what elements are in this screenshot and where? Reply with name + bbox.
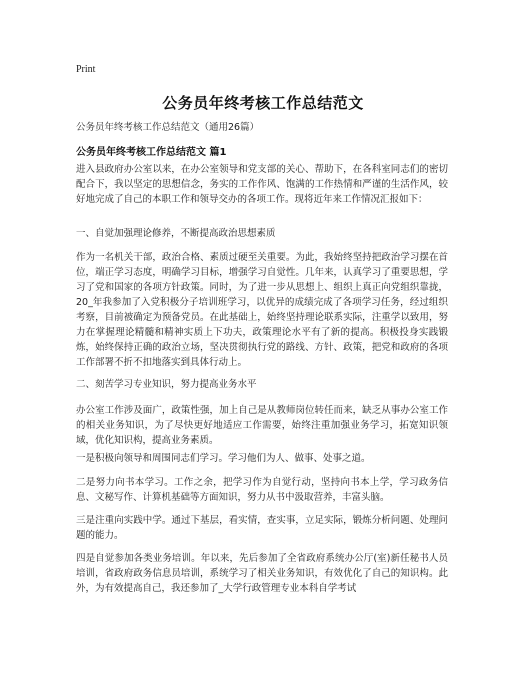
section-heading-2: 二、刻苦学习专业知识，努力提高业务水平 — [76, 379, 257, 390]
paragraph-intro: 进入县政府办公室以来，在办公室领导和党支部的关心、帮助下，在各科室同志们的密切配合下，我以坚定的思想信念，务实的工作作风、饱满的工作热情和严谨的生活作风，较好地完成了自己的本职工作和领导交办的各项工作。现将近年来工作情况汇报如下： — [76, 164, 448, 205]
paragraph-point-3: 三是注重向实践中学。通过下基层，看实情，查实事，立足实际，锻炼分析问题、处理问题的能力。 — [76, 515, 448, 541]
document-subtitle: 公务员年终考核工作总结范文（通用26篇） — [76, 122, 260, 133]
paragraph-politics: 作为一名机关干部，政治合格、素质过硬至关重要。为此，我始终坚持把政治学习摆在首位，端正学习态度，明确学习目标，增强学习自觉性。几年来，认真学习了重要思想，学习了党和国家的各项方针政策。同时，为了进一步从思想上、组织上真正向党组织靠拢，20_年我参加了入党积极分子培训班学习，以优异的成绩完成了各项学习任务，经过组织考察，目前被确定为预备党员。在此基础上，始终坚持理论联系实际，注重学以致用，努力在掌握理论精髓和精神实质上下功夫，政策理论水平有了新的提高。积极投身实践锻炼，始终保持正确的政治立场，坚决贯彻执行党的路线、方针、政策，把党和政府的各项工作部署不折不扣地落实到具体行动上。 — [76, 252, 448, 368]
page-title: 公务员年终考核工作总结范文 — [162, 94, 364, 112]
paragraph-point-2: 二是努力向书本学习。工作之余，把学习作为自觉行动，坚持向书本上学，学习政务信息、文秘写作、计算机基础等方面知识，努力从书中汲取营养，丰富头脑。 — [76, 477, 448, 503]
print-label[interactable]: Print — [76, 64, 96, 75]
paragraph-point-4: 四是自觉参加各类业务培训。年以来，先后参加了全省政府系统办公厅(室)新任秘书人员培训，省政府政务信息员培训，系统学习了相关业务知识，有效优化了自己的知识构。此外，为有效提高自己，我还参加了_大学行政管理专业本科自学考试 — [76, 553, 448, 594]
section-heading-1: 一、自觉加强理论修养，不断提高政治思想素质 — [76, 228, 276, 239]
paragraph-business: 办公室工作涉及面广，政策性强，加上自己是从教师岗位转任而来，缺乏从事办公室工作的相关业务知识，为了尽快更好地适应工作需要，始终注重加强业务学习，拓宽知识领域，优化知识构，提高业务素质。 — [76, 405, 448, 446]
article-heading: 公务员年终考核工作总结范文 篇1 — [76, 147, 227, 158]
paragraph-point-1: 一是积极向领导和周围同志们学习。学习他们为人、做事、处事之道。 — [76, 453, 371, 464]
